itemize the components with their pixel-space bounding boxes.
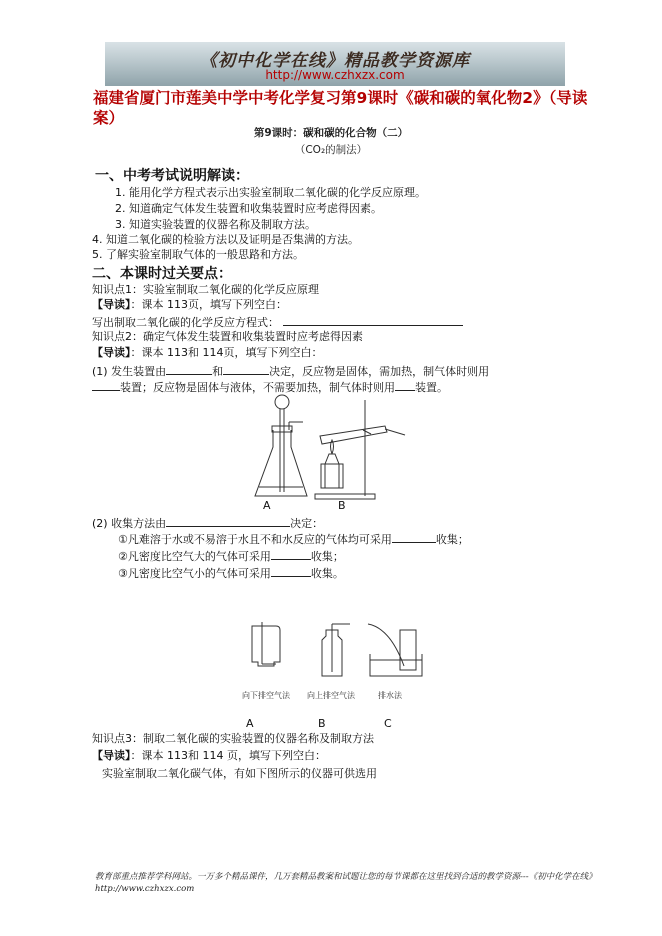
q-text: ②凡密度比空气大的气体可采用 [118, 550, 271, 563]
q-text: ①凡难溶于水或不易溶于水且不和水反应的气体均可采用 [118, 533, 392, 546]
lesson-heading: 第9课时：碳和碳的化合物（二） [253, 127, 409, 139]
objective-item: 1. 能用化学方程式表示出实验室制取二氧化碳的化学反应原理。 [115, 186, 426, 199]
footer-note: 教育部重点推荐学科网站。一万多个精品课件，几万套精品教案和试题让您的每节课都在这里找到合适的教学资源---《初中化学在线》http://www.czhxzx.com [95, 872, 593, 894]
generator-question-line1 [92, 363, 489, 379]
document-title: 福建省厦门市莲美中学中考化学复习第9课时《碳和碳的氧化物2》（导读案） [93, 89, 588, 127]
q-text: 决定： [290, 517, 324, 530]
answer-blank[interactable] [223, 363, 269, 375]
guide-text: ：课本 113页，填写下列空白： [130, 298, 287, 311]
knowledge-point-3: 知识点3：制取二氧化碳的实验装置的仪器名称及制取方法 [92, 732, 374, 745]
figure1-label-b: B [338, 499, 346, 512]
guide-label: 【导读】 [92, 749, 131, 762]
q-text: (2) 收集方法由 [92, 517, 167, 530]
generator-apparatus-figure [245, 392, 415, 512]
banner-title: 《初中化学在线》精品教学资源库 [200, 51, 470, 71]
q-text: (1) 发生装置由 [92, 365, 167, 378]
q-text: 收集； [435, 533, 469, 546]
guide-label: 【导读】 [92, 346, 131, 359]
guide-line-3 [92, 749, 326, 763]
collection-question [92, 515, 323, 531]
water-trough-shape [370, 654, 422, 676]
equation-blank[interactable] [283, 314, 463, 326]
q-text: 收集。 [310, 567, 344, 580]
equation-prompt [92, 314, 463, 330]
lesson-subheading: （CO₂的制法） [294, 144, 368, 156]
knowledge-point-1: 知识点1：实验室制取二氧化碳的化学反应原理 [92, 283, 319, 296]
answer-blank[interactable] [166, 515, 290, 527]
conical-flask-shape [255, 430, 307, 496]
funnel-bulb-shape [275, 395, 289, 409]
guide-line-1 [92, 298, 287, 312]
collection-item-1 [118, 531, 469, 547]
figure1-label-a: A [263, 499, 271, 512]
section2-heading: 二、本课时过关要点： [92, 266, 232, 282]
collection-apparatus-figure [240, 618, 430, 688]
q-text: ③凡密度比空气小的气体可采用 [118, 567, 271, 580]
instruments-intro: 实验室制取二氧化碳气体，有如下图所示的仪器可供选用 [102, 767, 377, 780]
caption-water: 排水法 [378, 691, 402, 700]
figure2-label-b: B [318, 717, 326, 730]
q-text: 装置；反应物是固体与液体，不需要加热，制气体时则用 [120, 381, 395, 394]
answer-blank[interactable] [271, 548, 311, 560]
q-text: 收集； [310, 550, 344, 563]
caption-up-air: 向上排空气法 [307, 691, 355, 700]
q-text: 决定，反应物是固体，需加热，制气体时则用 [269, 365, 490, 378]
collection-item-3 [118, 565, 344, 581]
answer-blank[interactable] [395, 379, 415, 391]
caption-down-air: 向下排空气法 [242, 691, 290, 700]
inverted-bottle-shape [252, 626, 280, 666]
figure2-label-c: C [384, 717, 392, 730]
section1-heading: 一、中考考试说明解读： [95, 168, 249, 184]
knowledge-point-2: 知识点2：确定气体发生装置和收集装置时应考虑得因素 [92, 330, 363, 343]
answer-blank[interactable] [166, 363, 212, 375]
figure2-label-a: A [246, 717, 254, 730]
objective-item: 2. 知道确定气体发生装置和收集装置时应考虑得因素。 [115, 202, 382, 215]
q-text: 和 [212, 365, 224, 378]
objective-item: 3. 知道实验装置的仪器名称及制取方法。 [115, 218, 316, 231]
q-text: 装置。 [415, 381, 448, 394]
guide-label: 【导读】 [92, 298, 131, 311]
equation-prompt-text: 写出制取二氧化碳的化学反应方程式： [92, 316, 279, 329]
answer-blank[interactable] [92, 379, 120, 391]
objective-item: 4. 知道二氧化碳的检验方法以及证明是否集满的方法。 [92, 233, 359, 246]
site-banner [105, 42, 565, 86]
guide-line-2 [92, 346, 322, 360]
answer-blank[interactable] [271, 565, 311, 577]
banner-url[interactable]: http://www.czhxzx.com [265, 68, 405, 82]
objective-item: 5. 了解实验室制取气体的一般思路和方法。 [92, 248, 304, 261]
answer-blank[interactable] [392, 531, 436, 543]
alcohol-lamp-shape [325, 454, 339, 488]
guide-text: ：课本 113和 114 页，填写下列空白： [130, 749, 326, 762]
guide-text: ：课本 113和 114页，填写下列空白： [130, 346, 323, 359]
test-tube-shape [320, 426, 387, 444]
collection-item-2 [118, 548, 344, 564]
